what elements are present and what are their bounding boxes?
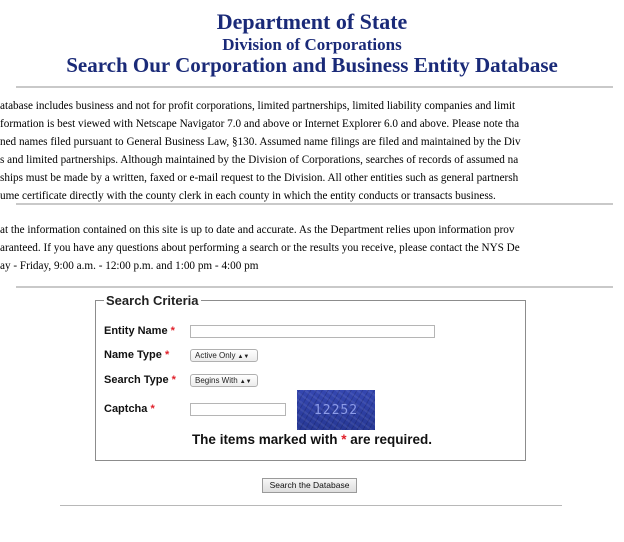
entity-name-label: Entity Name *	[104, 325, 175, 337]
header-divider	[16, 86, 613, 88]
search-type-label: Search Type *	[104, 374, 176, 386]
select-arrows-icon: ▲▼	[239, 379, 252, 385]
intro-line: ships must be made by a written, faxed or e-mail request to the Division. All other entities such as general partnersh	[0, 172, 519, 184]
required-asterisk: *	[341, 432, 347, 447]
page-heading: Search Our Corporation and Business Entity Database	[66, 53, 558, 77]
intro-line: atabase includes business and not for profit corporations, limited partnerships, limited liability companies and limit	[0, 100, 516, 112]
section-divider	[16, 286, 613, 288]
required-fields-note: The items marked with * are required.	[191, 432, 433, 447]
required-asterisk: *	[170, 325, 175, 337]
intro-line: ned names filed pursuant to General Business Law, §130. Assumed name filings are filed and maintained by the Div	[0, 136, 521, 148]
required-asterisk: *	[171, 374, 176, 386]
captcha-label: Captcha *	[104, 403, 155, 415]
section-divider	[16, 203, 613, 205]
search-criteria-legend: Search Criteria	[106, 293, 199, 308]
notice-line: aranteed. If you have any questions about performing a search or the results you receive, please contact the NYS De	[0, 242, 520, 254]
notice-line: at the information contained on this site is up to date and accurate. As the Department relies upon information prov	[0, 224, 515, 236]
search-type-select[interactable]: Begins With ▲▼	[190, 374, 258, 387]
name-type-label: Name Type *	[104, 349, 170, 361]
footer-divider	[60, 505, 562, 506]
intro-paragraph	[0, 97, 624, 205]
page-subtitle: Division of Corporations	[222, 35, 402, 54]
search-database-button[interactable]: Search the Database	[262, 478, 357, 493]
entity-name-input[interactable]	[190, 325, 435, 338]
required-asterisk: *	[150, 403, 155, 415]
intro-line: s and limited partnerships. Although maintained by the Division of Corporations, searches of records of assumed na	[0, 154, 519, 166]
required-asterisk: *	[164, 349, 170, 361]
captcha-image: 12252	[297, 390, 375, 430]
intro-line: formation is best viewed with Netscape Navigator 7.0 and above or Internet Explorer 6.0 and above. Please note tha	[0, 118, 520, 130]
name-type-select[interactable]: Active Only ▲▼	[190, 349, 258, 362]
select-arrows-icon: ▲▼	[237, 354, 250, 360]
notice-line: ay - Friday, 9:00 a.m. - 12:00 p.m. and 1:00 pm - 4:00 pm	[0, 260, 259, 272]
intro-line: ume certificate directly with the county clerk in each county in which the entity conducts or transacts business.	[0, 190, 496, 202]
captcha-input[interactable]	[190, 403, 286, 416]
notice-paragraph	[0, 221, 624, 275]
page-title: Department of State	[216, 9, 408, 34]
